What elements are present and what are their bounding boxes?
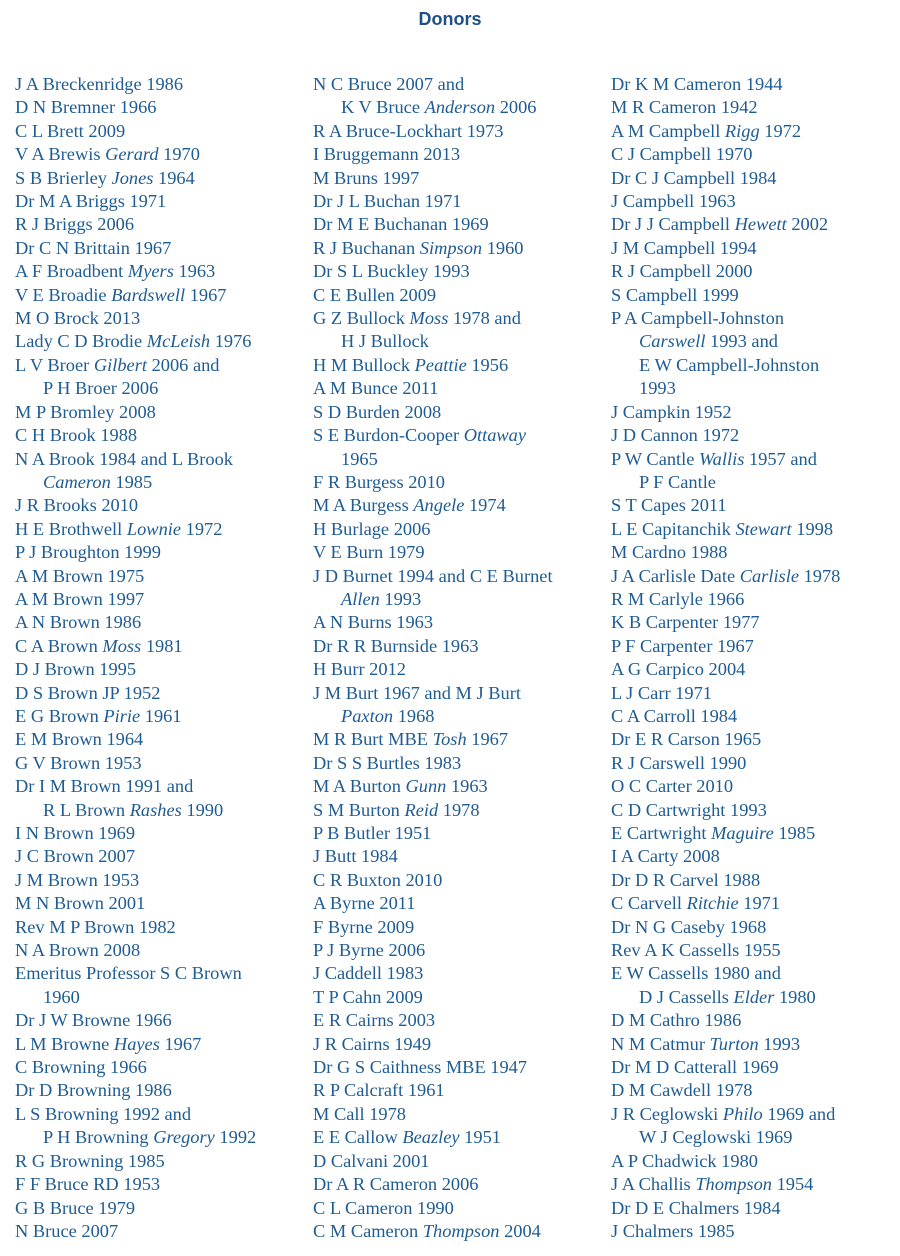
donor-entry-continuation: P H Broer 2006 <box>43 378 159 399</box>
donor-entry: Dr G S Caithness MBE 1947 <box>313 1057 528 1078</box>
donor-column-1 <box>15 73 307 1243</box>
donor-entry: Dr D E Chalmers 1984 <box>611 1197 781 1218</box>
donor-entry: A M Brown 1997 <box>15 588 145 609</box>
donor-entry: E G Brown Pirie 1961 <box>15 705 182 726</box>
donor-entry: Emeritus Professor S C Brown <box>15 963 242 984</box>
donor-entry: G Z Bullock Moss 1978 and <box>313 308 521 329</box>
donor-entry: P W Cantle Wallis 1957 and <box>611 448 817 469</box>
donor-entry: Dr A R Cameron 2006 <box>313 1174 479 1195</box>
donor-entry: J M Brown 1953 <box>15 869 140 890</box>
donor-entry: O C Carter 2010 <box>611 776 734 797</box>
donor-entry: C A Carroll 1984 <box>611 705 738 726</box>
donor-entry: M Cardno 1988 <box>611 542 728 563</box>
donor-entry-continuation: Cameron 1985 <box>43 471 153 492</box>
donor-entry: P B Butler 1951 <box>313 823 432 843</box>
donor-entry: Dr C N Brittain 1967 <box>15 237 172 258</box>
donor-entry: M R Cameron 1942 <box>611 97 758 118</box>
donor-entry: A M Campbell Rigg 1972 <box>611 120 802 141</box>
donor-entry: J M Burt 1967 and M J Burt <box>313 682 521 703</box>
donor-entry-continuation: D J Cassells Elder 1980 <box>639 986 816 1007</box>
donor-entry: R J Campbell 2000 <box>611 261 753 282</box>
donor-column-3 <box>611 73 900 1243</box>
donor-entry: K B Carpenter 1977 <box>611 612 760 633</box>
donor-entry-continuation: E W Campbell-Johnston <box>639 354 820 375</box>
donor-entry: E Cartwright Maguire 1985 <box>611 823 816 843</box>
donor-entry: Dr C J Campbell 1984 <box>611 167 777 188</box>
donor-entry: J Caddell 1983 <box>313 963 424 984</box>
donor-entry: L V Broer Gilbert 2006 and <box>15 354 220 375</box>
donor-entry: V A Brewis Gerard 1970 <box>15 144 200 165</box>
donor-entry-continuation: Paxton 1968 <box>341 705 435 726</box>
donor-entry: C R Buxton 2010 <box>313 869 443 890</box>
donor-entry: A F Broadbent Myers 1963 <box>15 261 216 282</box>
donor-entry: Dr J J Campbell Hewett 2002 <box>611 214 829 235</box>
donor-entry: C L Brett 2009 <box>15 120 126 141</box>
donor-entry: Dr S S Burtles 1983 <box>313 752 462 773</box>
donor-entry: D Calvani 2001 <box>313 1150 430 1171</box>
donor-entry: P J Broughton 1999 <box>15 542 161 563</box>
donor-entry: F F Bruce RD 1953 <box>15 1174 161 1195</box>
donor-entry: V E Burn 1979 <box>313 542 425 563</box>
donor-entry: M N Brown 2001 <box>15 893 146 914</box>
donor-entry: Dr M E Buchanan 1969 <box>313 214 489 235</box>
donor-entry: Dr R R Burnside 1963 <box>313 635 479 656</box>
donor-entry: P A Campbell-Johnston <box>611 308 785 329</box>
donor-entry: Dr S L Buckley 1993 <box>313 261 470 282</box>
donor-entry: C D Cartwright 1993 <box>611 799 767 820</box>
donor-entry: S Campbell 1999 <box>611 284 739 305</box>
donor-entry: A P Chadwick 1980 <box>611 1150 758 1171</box>
donor-entry: P J Byrne 2006 <box>313 940 426 961</box>
donor-entry: S E Burdon-Cooper Ottaway <box>313 425 527 446</box>
donor-entry-continuation: P H Browning Gregory 1992 <box>43 1127 257 1148</box>
donor-entry: J A Carlisle Date Carlisle 1978 <box>611 565 841 586</box>
donor-entry: D J Brown 1995 <box>15 659 137 680</box>
donor-entry: G V Brown 1953 <box>15 752 142 773</box>
donor-entry: M A Burton Gunn 1963 <box>313 776 488 797</box>
donor-entry: E M Brown 1964 <box>15 729 144 750</box>
donor-entry: G B Bruce 1979 <box>15 1197 136 1218</box>
donor-entry: R A Bruce-Lockhart 1973 <box>313 120 504 141</box>
donor-entry: R J Carswell 1990 <box>611 752 747 773</box>
donor-entry: E W Cassells 1980 and <box>611 963 781 984</box>
donor-entry: C Carvell Ritchie 1971 <box>611 893 781 914</box>
donor-entry: Dr K M Cameron 1944 <box>611 74 783 94</box>
donor-entry: J C Brown 2007 <box>15 846 136 867</box>
donor-entry-continuation: Allen 1993 <box>341 588 422 609</box>
donor-entry-continuation: P F Cantle <box>639 471 716 492</box>
donor-entry: J M Campbell 1994 <box>611 237 757 258</box>
donor-entry-continuation: H J Bullock <box>341 331 429 352</box>
donor-entry: C H Brook 1988 <box>15 425 138 446</box>
donor-entry: C A Brown Moss 1981 <box>15 635 183 656</box>
donor-entry: M P Bromley 2008 <box>15 401 156 422</box>
donor-entry: Lady C D Brodie McLeish 1976 <box>15 331 252 352</box>
donor-entry: M Call 1978 <box>313 1103 406 1124</box>
donor-entry: R J Briggs 2006 <box>15 214 135 235</box>
donor-entry: Dr I M Brown 1991 and <box>15 776 194 797</box>
donor-entry: I A Carty 2008 <box>611 846 720 867</box>
donor-entry: J D Burnet 1994 and C E Burnet <box>313 565 553 586</box>
donor-entry: D M Cawdell 1978 <box>611 1080 753 1101</box>
donor-entry: J R Ceglowski Philo 1969 and <box>611 1103 836 1124</box>
donor-entry: J Butt 1984 <box>313 846 398 867</box>
donor-entry: Dr M D Catterall 1969 <box>611 1057 779 1078</box>
donor-entry: Dr M A Briggs 1971 <box>15 191 167 212</box>
donor-entry: H E Brothwell Lownie 1972 <box>15 518 223 539</box>
donor-entry: Rev A K Cassells 1955 <box>611 940 781 961</box>
donor-entry: N M Catmur Turton 1993 <box>611 1033 801 1054</box>
donor-entry: S B Brierley Jones 1964 <box>15 167 195 188</box>
donor-entry: J Chalmers 1985 <box>611 1220 735 1241</box>
donor-entry-continuation: K V Bruce Anderson 2006 <box>341 97 537 118</box>
donor-entry: D M Cathro 1986 <box>611 1010 742 1031</box>
page-title: Donors <box>418 9 482 29</box>
donor-entry: J R Cairns 1949 <box>313 1033 432 1054</box>
donor-entry: J Campkin 1952 <box>611 401 732 422</box>
donor-entry: F R Burgess 2010 <box>313 471 445 492</box>
donor-entry-continuation: W J Ceglowski 1969 <box>639 1127 793 1148</box>
donor-entry: T P Cahn 2009 <box>313 986 423 1007</box>
donor-entry: F Byrne 2009 <box>313 916 415 937</box>
donor-entry: Dr D R Carvel 1988 <box>611 869 761 890</box>
donor-entry: Dr J W Browne 1966 <box>15 1010 172 1031</box>
donor-entry: Dr J L Buchan 1971 <box>313 191 462 212</box>
donor-entry: M O Brock 2013 <box>15 308 141 329</box>
donor-entry: C M Cameron Thompson 2004 <box>313 1220 541 1241</box>
donor-entry: A G Carpico 2004 <box>611 659 746 680</box>
donor-entry: C L Cameron 1990 <box>313 1197 454 1218</box>
donor-entry: V E Broadie Bardswell 1967 <box>15 284 227 305</box>
donor-entry: R G Browning 1985 <box>15 1150 165 1171</box>
donor-entry: C J Campbell 1970 <box>611 144 753 165</box>
donor-entry: M Bruns 1997 <box>313 167 420 188</box>
donor-entry: L E Capitanchik Stewart 1998 <box>611 518 834 539</box>
donor-entry: E R Cairns 2003 <box>313 1010 436 1031</box>
donor-entry: Dr E R Carson 1965 <box>611 729 762 750</box>
donor-entry: R J Buchanan Simpson 1960 <box>313 237 524 258</box>
donor-entry: N C Bruce 2007 and <box>313 74 465 94</box>
donor-entry: Rev M P Brown 1982 <box>15 916 176 937</box>
donor-entry: A N Burns 1963 <box>313 612 434 633</box>
donor-entry: S D Burden 2008 <box>313 401 442 422</box>
donor-entry: N Bruce 2007 <box>15 1220 119 1241</box>
donor-entry: J A Breckenridge 1986 <box>15 74 184 94</box>
donor-entry: C Browning 1966 <box>15 1057 147 1078</box>
donor-entry: S T Capes 2011 <box>611 495 727 516</box>
donor-entry-continuation: 1965 <box>341 448 378 469</box>
donor-entry-continuation: 1993 <box>639 378 676 399</box>
donor-entry: N A Brook 1984 and L Brook <box>15 448 233 469</box>
donor-entry: A N Brown 1986 <box>15 612 142 633</box>
donor-entry: H Burr 2012 <box>313 659 406 680</box>
donor-entry: J R Brooks 2010 <box>15 495 139 516</box>
donor-entry: Dr D Browning 1986 <box>15 1080 172 1101</box>
donor-entry: R P Calcraft 1961 <box>313 1080 445 1101</box>
donor-entry: C E Bullen 2009 <box>313 284 437 305</box>
donor-entry: R M Carlyle 1966 <box>611 588 745 609</box>
donor-entry: D S Brown JP 1952 <box>15 682 161 703</box>
donor-entry-continuation: Carswell 1993 and <box>639 331 778 352</box>
donor-entry: P F Carpenter 1967 <box>611 635 754 656</box>
donor-entry: M R Burt MBE Tosh 1967 <box>313 729 509 750</box>
donor-entry: L M Browne Hayes 1967 <box>15 1033 202 1054</box>
donor-entry: E E Callow Beazley 1951 <box>313 1127 501 1148</box>
donor-entry: H Burlage 2006 <box>313 518 431 539</box>
donor-entry: L S Browning 1992 and <box>15 1103 192 1124</box>
donor-column-2 <box>313 73 605 1243</box>
donor-entry: J A Challis Thompson 1954 <box>611 1174 814 1195</box>
donor-entry: I Bruggemann 2013 <box>313 144 461 165</box>
donor-entry: A M Brown 1975 <box>15 565 145 586</box>
donor-entry: A M Bunce 2011 <box>313 378 439 399</box>
donor-entry: L J Carr 1971 <box>611 682 712 703</box>
donor-entry: A Byrne 2011 <box>313 893 416 914</box>
donor-entry: N A Brown 2008 <box>15 940 141 961</box>
donor-entry: M A Burgess Angele 1974 <box>313 495 506 516</box>
donor-entry: D N Bremner 1966 <box>15 97 157 118</box>
donor-entry: I N Brown 1969 <box>15 823 136 843</box>
donor-entry-continuation: R L Brown Rashes 1990 <box>43 799 224 820</box>
donor-entry: H M Bullock Peattie 1956 <box>313 354 509 375</box>
donor-entry: J D Cannon 1972 <box>611 425 740 446</box>
donor-entry: J Campbell 1963 <box>611 191 736 212</box>
donor-entry: S M Burton Reid 1978 <box>313 799 480 820</box>
donor-entry-continuation: 1960 <box>43 986 80 1007</box>
donor-entry: Dr N G Caseby 1968 <box>611 916 767 937</box>
